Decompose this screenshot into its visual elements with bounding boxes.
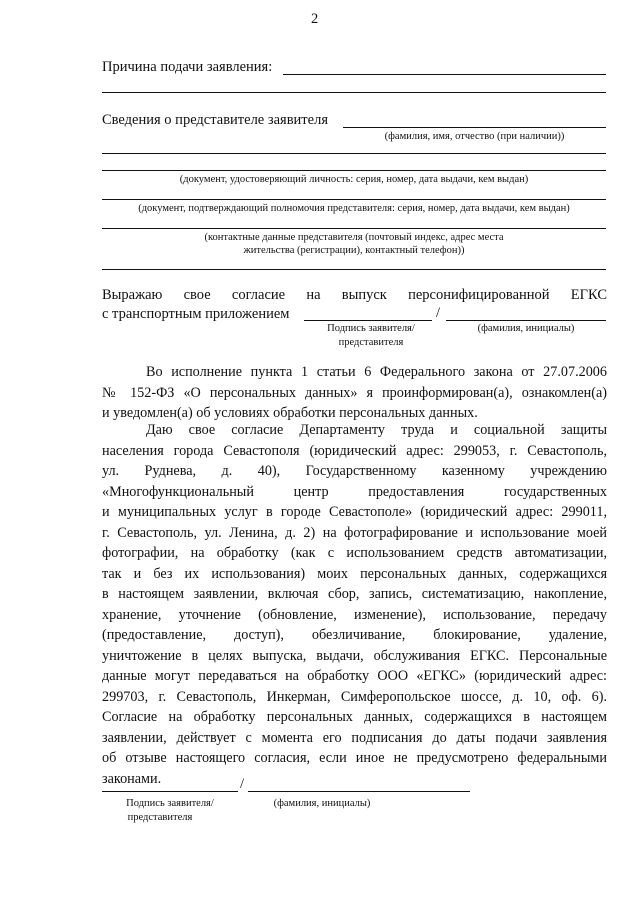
paragraph-line: (предоставление, доступ), обезличивание, блокирование, удаление, (102, 627, 607, 643)
contact-data-line[interactable] (102, 228, 606, 229)
reason-field-line-1[interactable] (283, 74, 606, 75)
id-document-caption: (документ, удостоверяющий личность: серия, номер, дата выдачи, кем выдан) (179, 174, 529, 185)
authority-document-caption: (документ, подтверждающий полномочия представителя: серия, номер, дата выдачи, кем выдан) (138, 203, 570, 214)
paragraph-line: в настоящем заявлении, включая сбор, запись, систематизацию, накопление, (102, 586, 607, 602)
representative-fio-line[interactable] (343, 127, 606, 128)
paragraph-line: уничтожение в целях выпуска, выдачи, обслуживания ЕГКС. Персональные (102, 647, 607, 664)
paragraph-line: и муниципальных услуг в городе Севастополе» (юридический адрес: 299011, (102, 504, 607, 520)
authority-document-line[interactable] (102, 199, 606, 200)
reason-label: Причина подачи заявления: (102, 59, 273, 75)
paragraph-line: г. Севастополь, ул. Ленина, д. 2) на фотографирование и использование моей (102, 524, 607, 541)
transport-signature-caption-1: Подпись заявителя/ (327, 323, 415, 334)
fio-caption: (фамилия, имя, отчество (при наличии)) (384, 131, 565, 142)
page-number: 2 (311, 11, 319, 27)
transport-name-line[interactable] (446, 320, 606, 321)
paragraph-line: населения города Севастополя (юридический адрес: 299053, г. Севастополь, (102, 442, 607, 459)
paragraph-line: Даю свое согласие Департаменту труда и социальной защиты (146, 422, 607, 438)
paragraph-informed (102, 362, 607, 424)
final-signature-caption-1: Подпись заявителя/ (126, 798, 214, 809)
contact-data-line-2[interactable] (102, 269, 606, 270)
reason-field-line-2[interactable] (102, 92, 606, 93)
transport-signature-caption-2: представителя (338, 337, 404, 348)
transport-name-caption: (фамилия, инициалы) (477, 323, 575, 334)
paragraph-line: данные могут передаваться на обработку ООО «ЕГКС» (юридический адрес: (102, 668, 607, 684)
paragraph-line: 299703, г. Севастополь, Инкерман, Симферопольское шоссе, д. 10, оф. 6). (102, 688, 607, 705)
transport-consent-line-1: Выражаю свое согласие на выпуск персонифицированной ЕГКС (102, 287, 607, 303)
transport-consent-line-2: с транспортным приложением (102, 306, 290, 322)
final-signature-caption-2: представителя (127, 812, 193, 823)
contact-caption-line-2: жительства (регистрации), контактный телефон)) (243, 245, 465, 256)
transport-slash: / (436, 305, 441, 321)
final-signature-line[interactable] (102, 791, 238, 792)
paragraph-line: законами. (102, 770, 162, 787)
final-name-caption: (фамилия, инициалы) (273, 798, 371, 809)
paragraph-line: так и без их использования) моих персональных данных, содержащихся (102, 565, 607, 582)
paragraph-line: № 152-ФЗ «О персональных данных» я проинформирован(а), ознакомлен(а) (102, 384, 607, 401)
transport-signature-line[interactable] (304, 320, 432, 321)
contact-caption-line-1: (контактные данные представителя (почтовый индекс, адрес места (204, 232, 504, 243)
paragraph-line: об отзыве настоящего согласия, если иное не предусмотрено федеральными (102, 750, 607, 766)
paragraph-consent (102, 420, 607, 789)
paragraph-line: хранение, уточнение (обновление, изменение), использование, передачу (102, 606, 607, 623)
representative-label: Сведения о представителе заявителя (102, 112, 328, 128)
paragraph-line: «Многофункциональный центр предоставления государственных (102, 483, 607, 500)
paragraph-line: заявлении, действует с момента его подписания до даты подачи заявления (102, 729, 607, 746)
final-name-line[interactable] (248, 791, 470, 792)
paragraph-line: Во исполнение пункта 1 статьи 6 Федерального закона от 27.07.2006 (146, 364, 607, 380)
paragraph-line: фотографии, на обработку (как с использованием средств автоматизации, (102, 545, 607, 561)
representative-line-2[interactable] (102, 153, 606, 154)
paragraph-line: и уведомлен(а) об условиях обработки персональных данных. (102, 405, 478, 421)
final-slash: / (240, 776, 245, 792)
paragraph-line: ул. Руднева, д. 40), Государственному казенному учреждению (102, 463, 607, 479)
id-document-line[interactable] (102, 170, 606, 171)
paragraph-line: Согласие на обработку персональных данных, содержащихся в настоящем (102, 709, 607, 725)
